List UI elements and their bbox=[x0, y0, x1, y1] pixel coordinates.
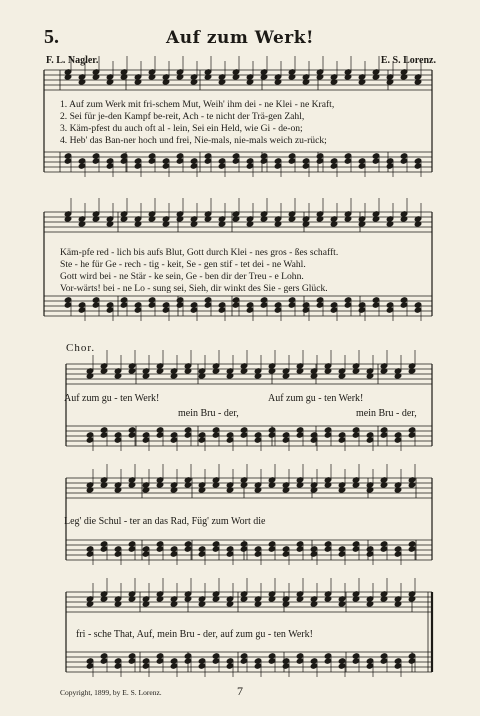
lyricist-credit: F. L. Nagler. bbox=[46, 55, 99, 66]
verse-4-line-1: 4. Heb' das Ban-ner hoch und frei, Nie-mals, nie-mals weich zu-rück; bbox=[60, 135, 327, 146]
verse-3-line-2: Gott wird bei - ne Stär - ke sein, Ge - ben dir der Treu - e Lohn. bbox=[60, 271, 304, 282]
composer-credit: E. S. Lorenz. bbox=[380, 55, 436, 66]
chorus-lyric-1: Auf zum gu - ten Werk! bbox=[64, 393, 160, 404]
copyright-notice: Copyright, 1899, by E. S. Lorenz. bbox=[60, 688, 162, 697]
page-number: 7 bbox=[237, 684, 243, 698]
chorus-lyric-4: mein Bru - der, bbox=[356, 408, 417, 419]
verse-2-line-1: 2. Sei für je-den Kampf be-reit, Ach - te nicht der Trä-gen Zahl, bbox=[60, 111, 305, 122]
verse-2-line-2: Ste - he für Ge - rech - tig - keit, Se - gen stif - tet dei - ne Wahl. bbox=[60, 259, 306, 270]
verse-1-line-2: Käm-pfe red - lich bis aufs Blut, Gott durch Klei - nes gros - ßes schafft. bbox=[60, 247, 339, 258]
chorus-lyric-6: fri - sche That, Auf, mein Bru - der, auf zum gu - ten Werk! bbox=[76, 629, 313, 640]
chorus-lyric-3: mein Bru - der, bbox=[178, 408, 239, 419]
chorus-lyric-5: Leg' die Schul - ter an das Rad, Füg' zum Wort die bbox=[64, 516, 266, 527]
hymn-title: Auf zum Werk! bbox=[166, 28, 314, 48]
chorus-label: Chor. bbox=[66, 342, 96, 354]
hymn-number: 5. bbox=[44, 26, 59, 48]
verse-4-line-2: Vor-wärts! bei - ne Lo - sung sei, Sieh, dir winkt des Sie - gers Glück. bbox=[60, 283, 328, 294]
verse-3-line-1: 3. Käm-pfest du auch oft al - lein, Sei ein Held, wie Gi - de-on; bbox=[60, 123, 303, 134]
chorus-lyric-2: Auf zum gu - ten Werk! bbox=[268, 393, 364, 404]
verse-1-line-1: 1. Auf zum Werk mit fri-schem Mut, Weih' ihm dei - ne Klei - ne Kraft, bbox=[60, 99, 335, 110]
